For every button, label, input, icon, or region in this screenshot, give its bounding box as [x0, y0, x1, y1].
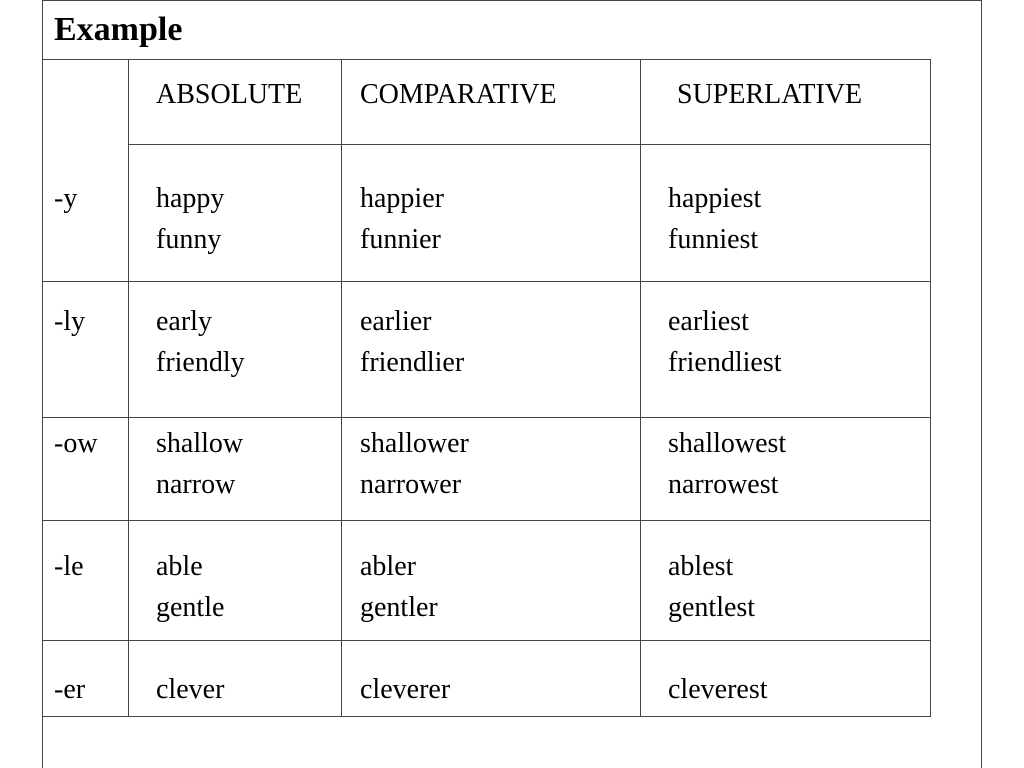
column-header-absolute: ABSOLUTE [156, 79, 303, 110]
comparative-cell [360, 423, 469, 505]
word: abler [360, 551, 416, 582]
superlative-cell [668, 669, 768, 710]
absolute-cell [156, 669, 224, 710]
word: happy [156, 183, 225, 214]
word: funnier [360, 224, 441, 255]
comparative-cell [360, 178, 444, 260]
word: narrow [156, 469, 236, 500]
ending-cell: -ly [54, 306, 86, 337]
word: narrower [360, 469, 462, 500]
page-frame [42, 0, 982, 768]
word: friendliest [668, 347, 782, 378]
page-title: Example [54, 11, 183, 48]
word: earliest [668, 306, 749, 337]
word: able [156, 551, 203, 582]
comparative-cell [360, 546, 438, 628]
word: cleverer [360, 674, 451, 705]
word: gentlest [668, 592, 756, 623]
word: narrowest [668, 469, 779, 500]
word: shallowest [668, 428, 787, 459]
word: early [156, 306, 212, 337]
word: friendly [156, 347, 245, 378]
column-header-comparative: COMPARATIVE [360, 79, 557, 110]
divider [42, 59, 930, 60]
word: happiest [668, 183, 762, 214]
word: shallow [156, 428, 244, 459]
word: earlier [360, 306, 432, 337]
word: happier [360, 183, 444, 214]
superlative-cell [668, 423, 786, 505]
word: gentler [360, 592, 438, 623]
absolute-cell [156, 178, 224, 260]
absolute-cell [156, 423, 243, 505]
ending-cell: -er [54, 674, 86, 705]
superlative-cell [668, 301, 782, 383]
absolute-cell [156, 301, 245, 383]
superlative-cell [668, 546, 755, 628]
word: funniest [668, 224, 759, 255]
column-header-superlative: SUPERLATIVE [677, 79, 863, 110]
comparative-cell [360, 301, 464, 383]
word: friendlier [360, 347, 465, 378]
ending-cell: -y [54, 183, 78, 214]
comparative-cell [360, 669, 450, 710]
word: gentle [156, 592, 225, 623]
superlative-cell [668, 178, 761, 260]
word: cleverest [668, 674, 768, 705]
word: clever [156, 674, 225, 705]
ending-cell: -le [54, 551, 84, 582]
word: funny [156, 224, 222, 255]
word: shallower [360, 428, 469, 459]
word: ablest [668, 551, 734, 582]
ending-cell: -ow [54, 428, 98, 459]
absolute-cell [156, 546, 224, 628]
